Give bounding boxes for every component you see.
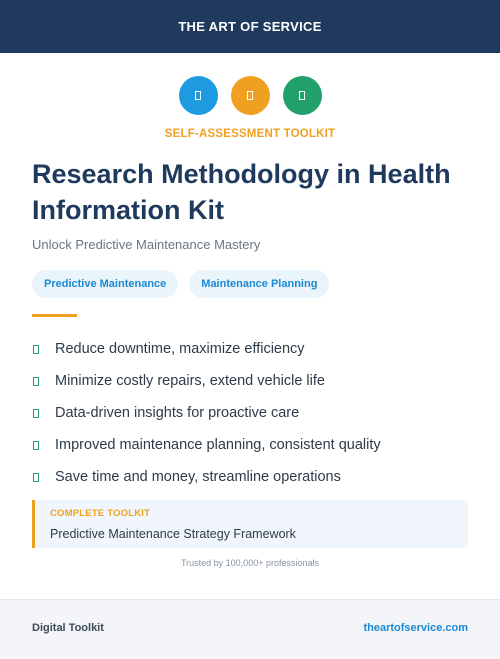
benefit-item xyxy=(32,429,381,461)
check-icon xyxy=(33,409,39,418)
page-title: Research Methodology in Health Information Kit xyxy=(32,159,451,225)
benefit-item xyxy=(32,461,381,493)
accent-divider xyxy=(32,314,77,317)
placeholder-glyph-icon xyxy=(247,91,253,100)
benefit-item xyxy=(32,397,381,429)
placeholder-glyph-icon xyxy=(299,91,305,100)
blue-icon xyxy=(179,76,218,115)
benefit-item xyxy=(32,333,381,365)
benefit-list xyxy=(32,333,381,493)
tag-list xyxy=(32,270,329,298)
footer-label: Digital Toolkit xyxy=(32,622,104,634)
benefit-item xyxy=(32,365,381,397)
placeholder-glyph-icon xyxy=(195,91,201,100)
benefit-text: Data-driven insights for proactive care xyxy=(55,405,300,421)
benefit-text: Save time and money, streamline operations xyxy=(55,469,341,485)
check-icon xyxy=(33,345,39,354)
eyebrow-label: SELF-ASSESSMENT TOOLKIT xyxy=(164,128,336,140)
check-icon xyxy=(33,377,39,386)
subtitle: Unlock Predictive Maintenance Mastery xyxy=(32,237,261,252)
benefit-text: Reduce downtime, maximize efficiency xyxy=(55,341,305,357)
complete-toolkit-callout xyxy=(32,500,468,548)
tag-maintenance-planning: Maintenance Planning xyxy=(189,270,329,298)
website-link[interactable]: theartofservice.com xyxy=(363,622,468,634)
footer-bar xyxy=(0,599,500,659)
benefit-text: Minimize costly repairs, extend vehicle life xyxy=(55,373,325,389)
toolkit-label: COMPLETE TOOLKIT xyxy=(50,508,151,519)
check-icon xyxy=(33,473,39,482)
green-icon xyxy=(283,76,322,115)
brand-name: THE ART OF SERVICE xyxy=(178,19,322,34)
tag-predictive-maintenance: Predictive Maintenance xyxy=(32,270,178,298)
trusted-note: Trusted by 100,000+ professionals xyxy=(180,558,319,568)
toolkit-name: Predictive Maintenance Strategy Framework xyxy=(50,527,296,541)
icon-row xyxy=(0,76,500,115)
benefit-text: Improved maintenance planning, consistent quality xyxy=(55,437,381,453)
header-bar xyxy=(0,0,500,53)
check-icon xyxy=(33,441,39,450)
orange-icon xyxy=(231,76,270,115)
